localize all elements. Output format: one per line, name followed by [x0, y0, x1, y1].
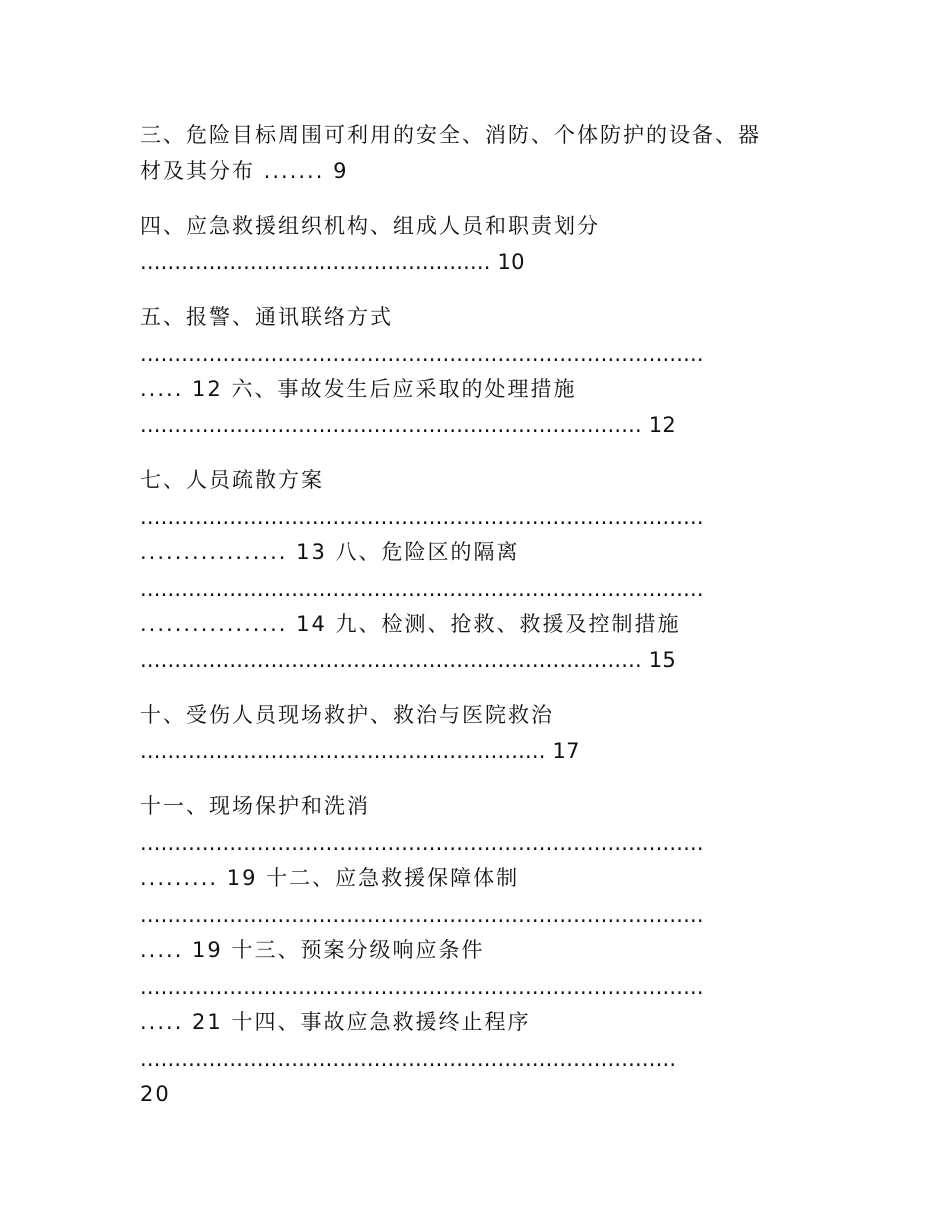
toc-line-12-leader: .................................................................................. [140, 903, 704, 927]
toc-line-3-continued: 材及其分布 ....... 9 [140, 159, 349, 183]
toc-line-13-heading: ..... 19 十三、预案分级响应条件 [140, 938, 485, 962]
toc-line-4-leader: ................................................... 10 [140, 250, 525, 274]
toc-line-11-heading: 十一、现场保护和洗消 [140, 794, 370, 818]
toc-line-14-leader: .............................................................................. [140, 1047, 677, 1071]
toc-line-9-heading: ................. 14 九、检测、抢救、救援及控制措施 [140, 612, 681, 636]
toc-line-10-heading: 十、受伤人员现场救护、救治与医院救治 [140, 703, 554, 727]
toc-line-12-heading: ......... 19 十二、应急救援保障体制 [140, 866, 520, 890]
toc-line-9-leader: ......................................................................... 15 [140, 648, 676, 672]
toc-line-14-heading: ..... 21 十四、事故应急救援终止程序 [140, 1010, 531, 1034]
toc-line-13-leader: .................................................................................. [140, 975, 704, 999]
toc-line-8-heading: ................. 13 八、危险区的隔离 [140, 540, 520, 564]
toc-line-5-heading: 五、报警、通讯联络方式 [140, 305, 393, 329]
toc-line-10-leader: ........................................................... 17 [140, 739, 580, 763]
toc-line-4-heading: 四、应急救援组织机构、组成人员和职责划分 [140, 214, 600, 238]
toc-line-7-leader: .................................................................................. [140, 505, 704, 529]
toc-line-3-heading: 三、危险目标周围可利用的安全、消防、个体防护的设备、器 [140, 123, 761, 147]
toc-line-5-leader: .................................................................................. [140, 342, 704, 366]
toc-line-7-heading: 七、人员疏散方案 [140, 468, 324, 492]
toc-line-6-leader: ......................................................................... 12 [140, 413, 676, 437]
toc-line-11-leader: .................................................................................. [140, 831, 704, 855]
toc-line-14-page: 20 [140, 1082, 171, 1106]
toc-line-6-heading: ..... 12 六、事故发生后应采取的处理措施 [140, 377, 577, 401]
toc-line-8-leader: .................................................................................. [140, 577, 704, 601]
